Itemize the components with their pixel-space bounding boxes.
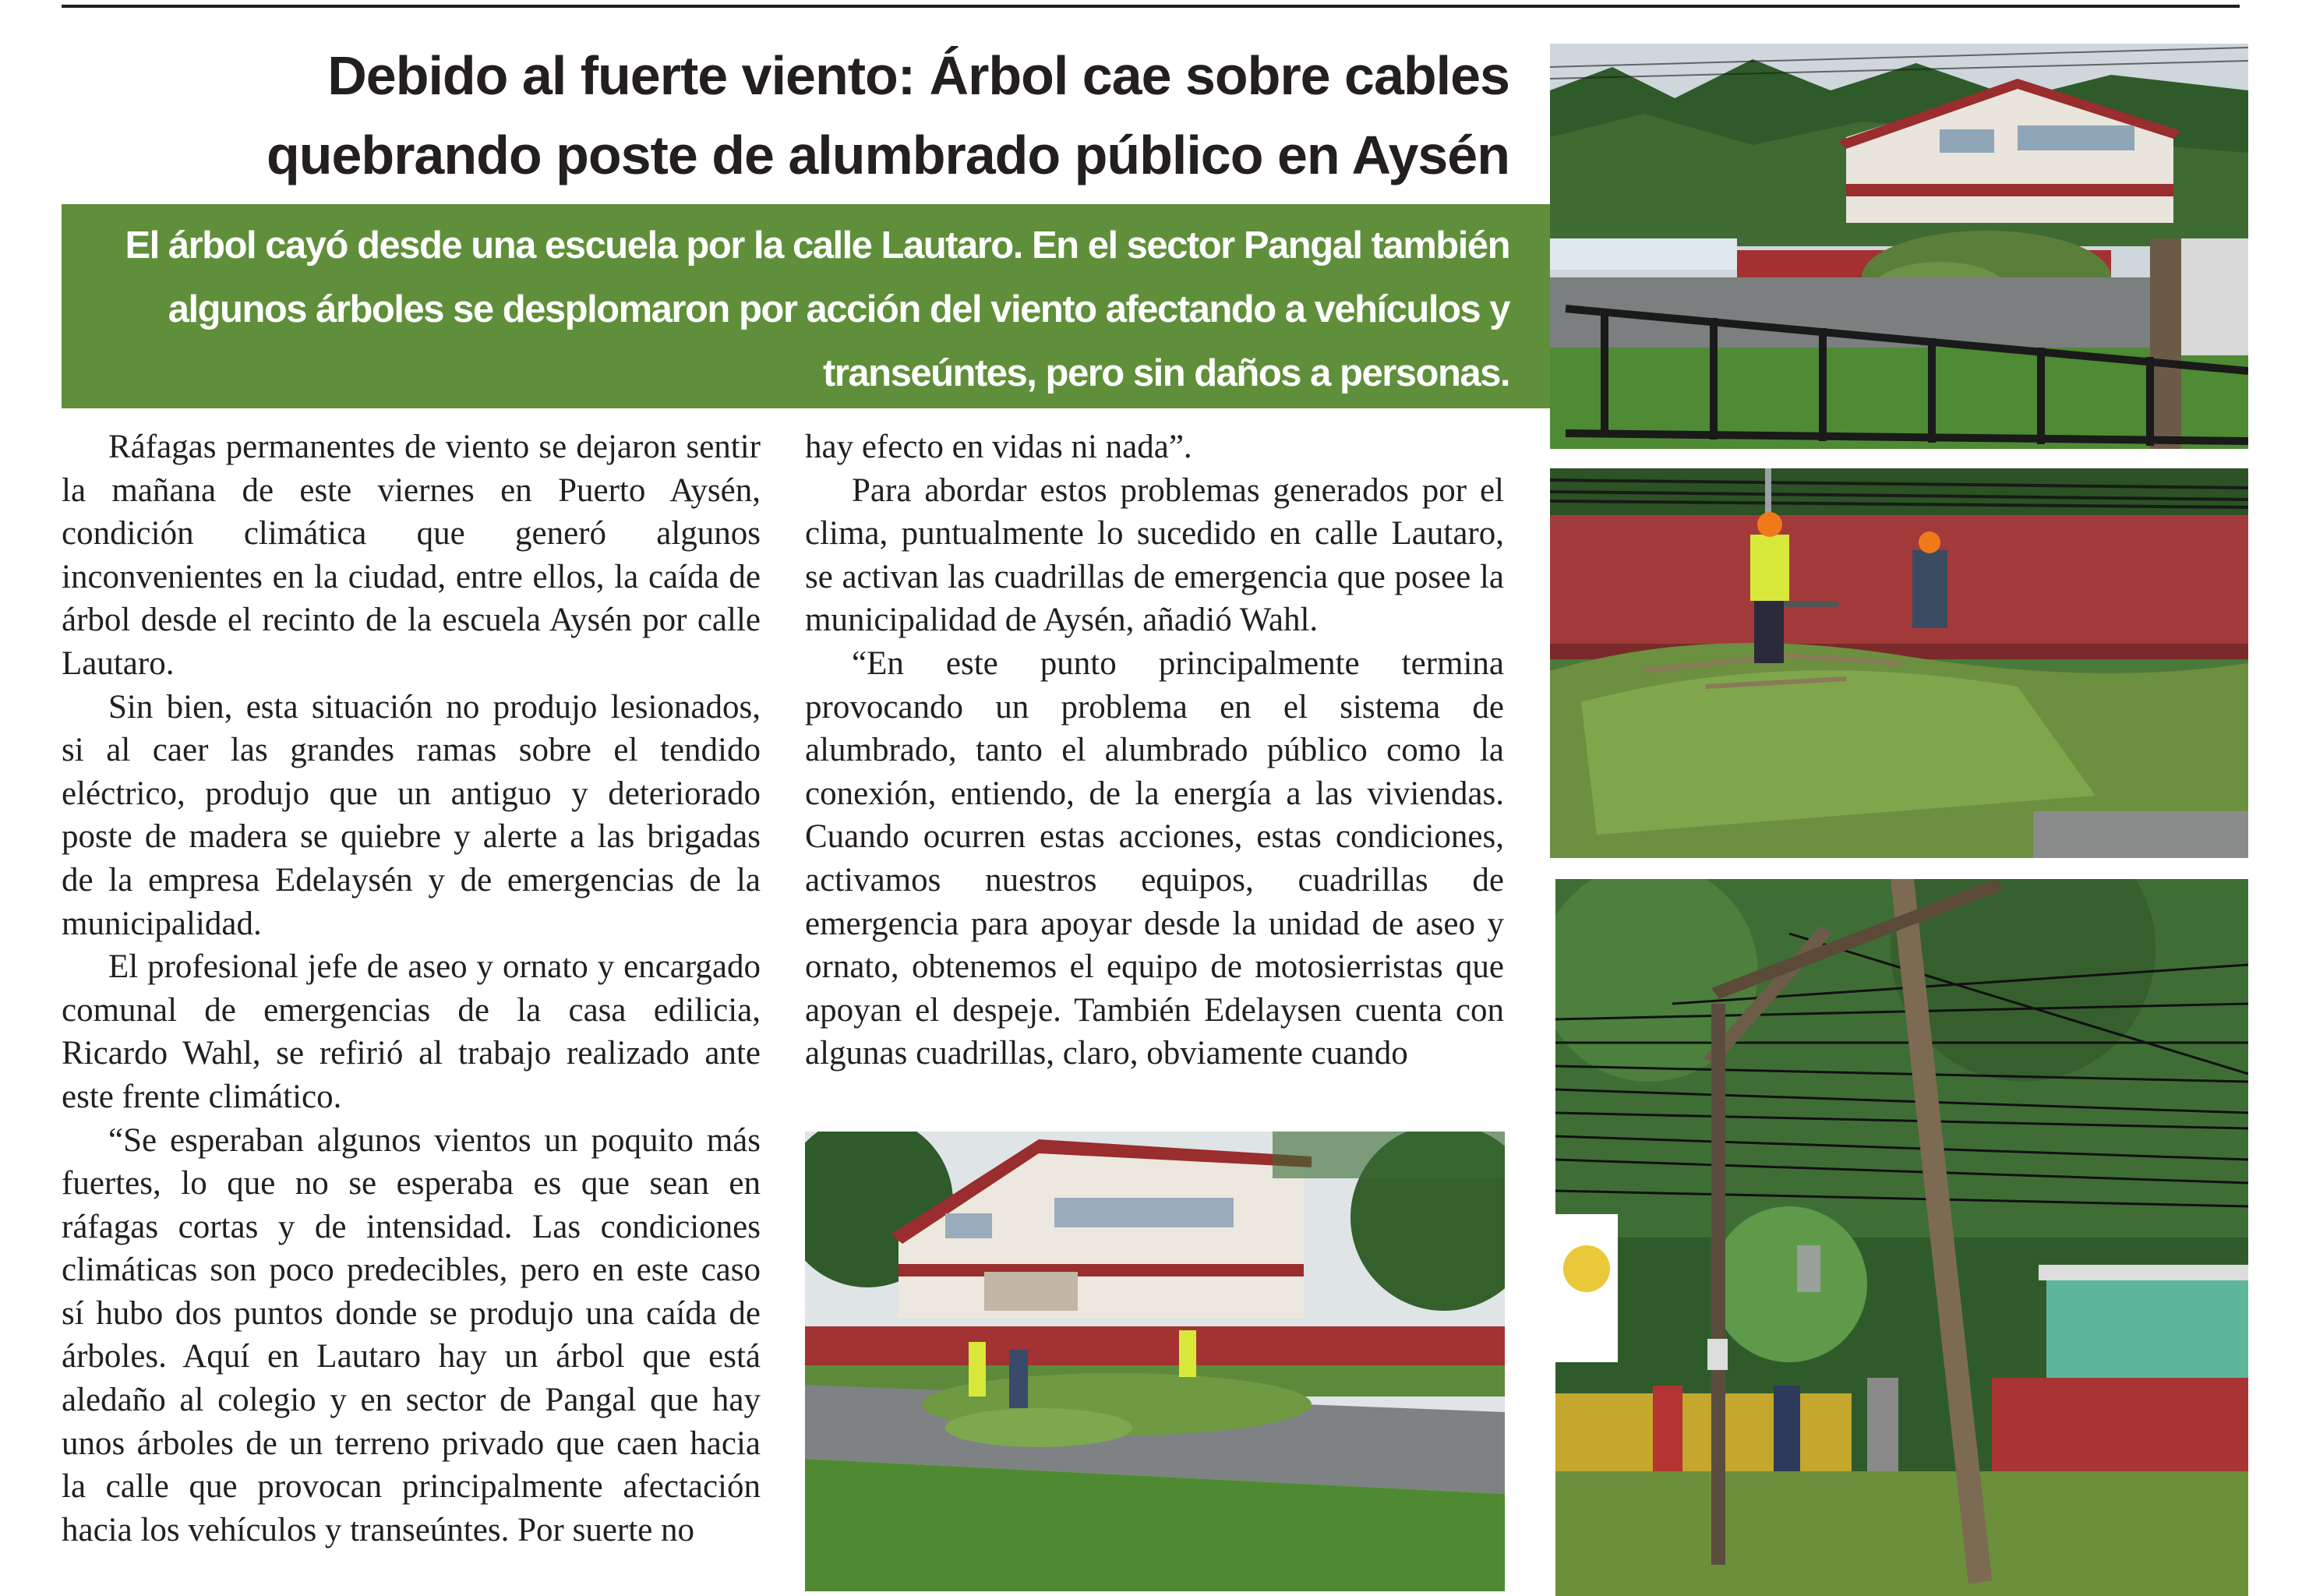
top-rule	[62, 5, 2240, 8]
paragraph: Sin bien, esta situación no produjo lesionados, si al caer las grandes ramas sobre el tendido eléctrico, produjo que un antiguo y deteriorado poste de madera se quiebre y alerte a las brigadas de la empresa Edelaysén y de emergencias de la municipalidad.	[62, 688, 761, 942]
body-column-2	[805, 425, 1504, 1075]
headline: Debido al fuerte viento: Árbol cae sobre cables quebrando poste de alumbrado público en Aysén	[266, 45, 1509, 185]
paragraph: “En este punto principalmente termina provocando un problema en el sistema de alumbrado, tanto el alumbrado público como la conexión, entiendo, de la energía a las viviendas. Cuando ocurren estas acciones, estas condiciones, activamos nuestros equipos, cuadrillas de emergencia para apoyar desde la unidad de aseo y ornato, obtenemos el equipo de motosierristas que apoyan el despeje. También Edelaysen cuenta con algunas cuadrillas, claro, obviamente cuando	[805, 644, 1504, 1072]
deck-box	[62, 204, 1550, 408]
photo-school-fallen-tree	[1550, 44, 2248, 449]
photo-workers-chainsaw	[1550, 468, 2248, 858]
deck-text: El árbol cayó desde una escuela por la calle Lautaro. En el sector Pangal también algunos árboles se desplomaron por acción del viento afectando a vehículos y transeúntes, pero sin daños a personas.	[125, 224, 1509, 394]
paragraph: Para abordar estos problemas generados por el clima, puntualmente lo sucedido en calle Lautaro, se activan las cuadrillas de emergencia que posee la municipalidad de Aysén, añadió Wahl.	[805, 471, 1504, 639]
paragraph: El profesional jefe de aseo y ornato y encargado comunal de emergencias de la casa edilicia, Ricardo Wahl, se refirió al trabajo realizado ante este frente climático.	[62, 948, 761, 1115]
photo-cleanup-street	[805, 1132, 1505, 1591]
body-column-1	[62, 425, 761, 1552]
paragraph: “Se esperaban algunos vientos un poquito más fuertes, lo que no se esperaba es que sean en ráfagas cortas y de intensidad. Las condiciones climáticas son poco predecibles, pero en este caso sí hubo dos puntos donde se produjo una caída de árboles. Aquí en Lautaro hay un árbol que está aledaño al colegio y en sector de Pangal que hay unos árboles de un terreno privado que caen hacia la calle que provocan principalmente afectación hacia los vehículos y transeúntes. Por suerte no	[62, 1121, 761, 1548]
photo-broken-pole	[1555, 879, 2248, 1596]
paragraph-continued: hay efecto en vidas ni nada”.	[805, 429, 1192, 465]
paragraph: Ráfagas permanentes de viento se dejaron sentir la mañana de este viernes en Puerto Aysén, condición climática que generó algunos inconvenientes en la ciudad, entre ellos, la caída de árbol desde el recinto de la escuela Aysén por calle Lautaro.	[62, 429, 761, 682]
